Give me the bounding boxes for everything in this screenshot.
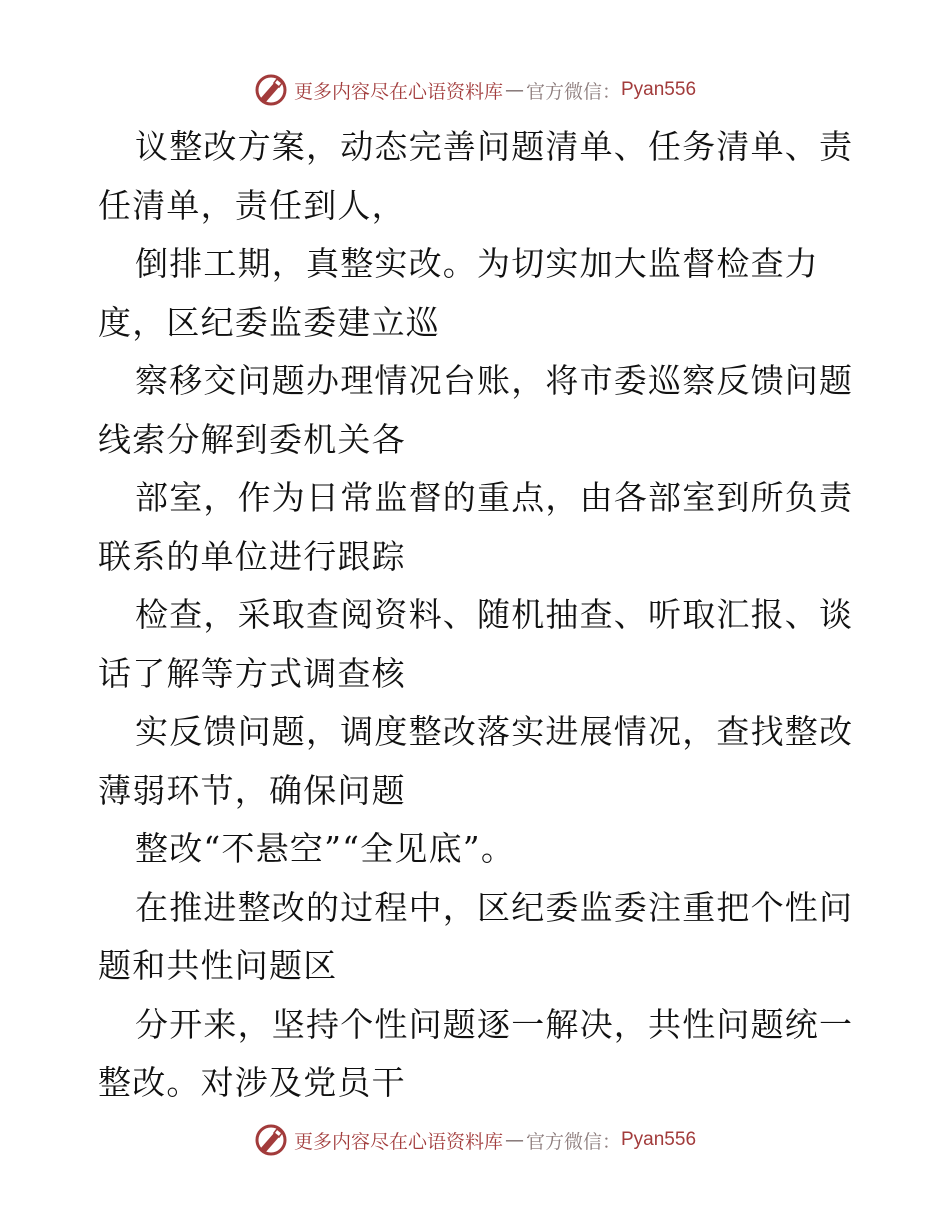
text-line: 检查，采取查阅资料、随机抽查、听取汇报、谈 (135, 595, 854, 634)
banner-text: 更多内容尽在心语资料库 (293, 80, 503, 103)
text-line: 整改“不悬空”“全见底”。 (135, 829, 516, 868)
text-line: 倒排工期，真整实改。为切实加大监督检查力 (135, 244, 819, 283)
text-line: 联系的单位进行跟踪 (98, 536, 406, 576)
pen-logo-icon (254, 1123, 288, 1157)
text-line: 任清单，责任到人， (98, 185, 406, 225)
header-banner (0, 70, 950, 110)
text-line: 部室，作为日常监督的重点，由各部室到所负责 (135, 478, 854, 517)
text-line: 整改。对涉及党员干 (98, 1063, 406, 1102)
text-line: 题和共性问题区 (98, 946, 338, 985)
text-line: 在推进整改的过程中，区纪委监委注重把个性问 (135, 887, 854, 927)
text-line: 度，区纪委监委建立巡 (98, 302, 440, 342)
text-line: 实反馈问题，调度整改落实进展情况，查找整改 (135, 712, 854, 751)
document-body (98, 118, 858, 1113)
text-line: 薄弱环节，确保问题 (98, 770, 406, 810)
pen-logo-icon (254, 73, 288, 107)
text-line: 察移交问题办理情况台账，将市委巡察反馈问题 (135, 361, 854, 400)
banner-separator: — (504, 1129, 524, 1151)
text-line: 分开来，坚持个性问题逐一解决，共性问题统一 (135, 1004, 854, 1044)
banner-wechat-id: Pyan556 (621, 1129, 697, 1150)
footer-banner (0, 1120, 950, 1160)
banner-wechat-label: 官方微信： (525, 1130, 621, 1153)
banner-wechat-label: 官方微信： (525, 80, 621, 103)
banner-wechat-id: Pyan556 (621, 79, 697, 100)
text-line: 线索分解到委机关各 (98, 419, 406, 459)
banner-text: 更多内容尽在心语资料库 (293, 1130, 503, 1153)
text-line: 话了解等方式调查核 (98, 653, 406, 693)
banner-separator: — (504, 79, 524, 101)
text-line: 议整改方案，动态完善问题清单、任务清单、责 (135, 127, 854, 166)
